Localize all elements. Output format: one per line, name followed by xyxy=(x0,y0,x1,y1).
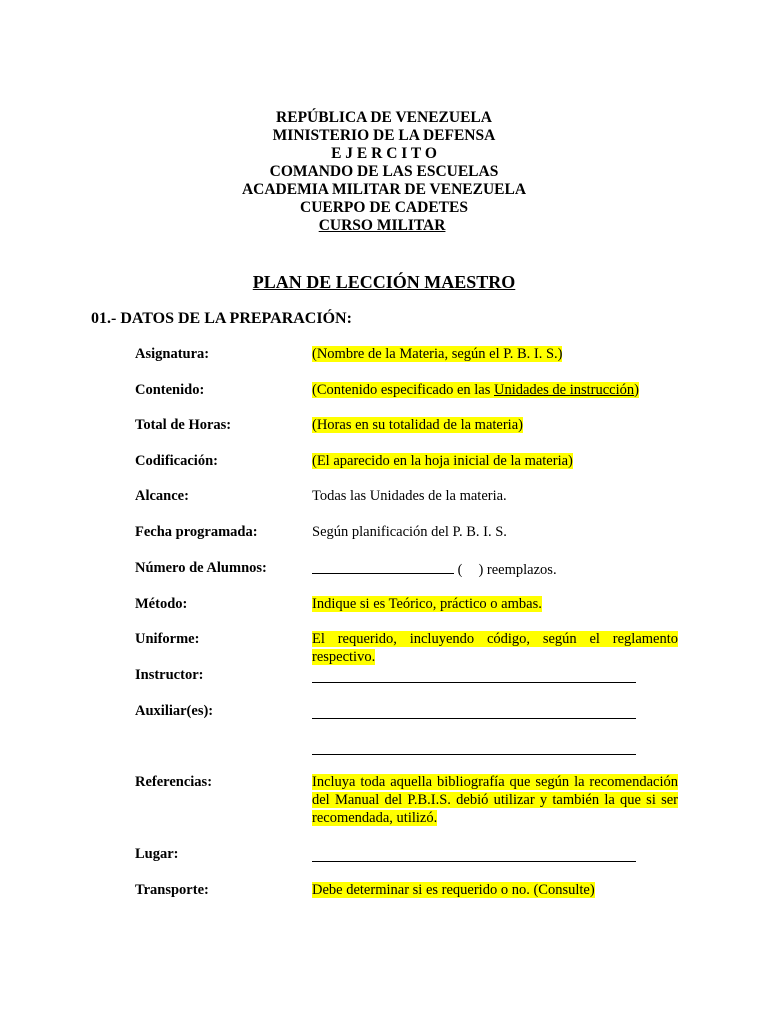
header-line-academia: ACADEMIA MILITAR DE VENEZUELA xyxy=(241,181,527,198)
header-line-ejercito: E J E R C I T O xyxy=(331,145,437,162)
lugar-blank-line[interactable] xyxy=(312,861,636,862)
header-line-comando: COMANDO DE LAS ESCUELAS xyxy=(269,163,499,180)
highlighted-text: (Horas en su totalidad de la materia) xyxy=(312,417,523,433)
highlighted-text: Indique si es Teórico, práctico o ambas. xyxy=(312,596,542,612)
field-label: Lugar: xyxy=(135,846,179,862)
field-value xyxy=(312,630,678,666)
highlighted-text: El requerido, incluyendo código, según el reglamento respectivo. xyxy=(312,631,678,665)
reemplazos-text: ) reemplazos. xyxy=(478,562,557,578)
field-label: Uniforme: xyxy=(135,631,200,647)
field-label: Alcance: xyxy=(135,488,189,504)
field-value xyxy=(312,381,678,399)
highlighted-text xyxy=(312,382,639,398)
header-line-republica: REPÚBLICA DE VENEZUELA xyxy=(276,109,492,126)
highlighted-text: (El aparecido en la hoja inicial de la materia) xyxy=(312,453,573,469)
value-prefix: (Contenido especificado en las xyxy=(312,382,494,398)
field-value: Todas las Unidades de la materia. xyxy=(312,488,507,504)
section-heading: 01.- DATOS DE LA PREPARACIÓN: xyxy=(91,310,352,327)
field-value xyxy=(312,595,678,613)
field-label: Total de Horas: xyxy=(135,417,232,433)
field-label: Transporte: xyxy=(135,882,209,898)
unidades-instruccion-link: Unidades de instrucción xyxy=(494,382,635,398)
field-label: Asignatura: xyxy=(135,346,210,362)
field-value xyxy=(312,559,678,579)
auxiliar-blank-line-2[interactable] xyxy=(312,754,636,755)
highlighted-text: (Nombre de la Materia, según el P. B. I. S.) xyxy=(312,346,563,362)
header-line-cuerpo: CUERPO DE CADETES xyxy=(300,199,468,216)
field-label: Contenido: xyxy=(135,382,205,398)
field-value xyxy=(312,881,678,899)
field-value xyxy=(312,773,678,827)
highlighted-text: Debe determinar si es requerido o no. (Consulte) xyxy=(312,882,595,898)
field-value xyxy=(312,416,678,434)
auxiliar-blank-line-1[interactable] xyxy=(312,718,636,719)
field-label: Codificación: xyxy=(135,453,218,469)
field-label: Método: xyxy=(135,596,188,612)
page-title xyxy=(0,271,768,293)
field-value xyxy=(312,345,678,363)
paren-open: ( xyxy=(457,562,463,578)
alumnos-blank-line[interactable] xyxy=(312,559,454,574)
page-title-text: PLAN DE LECCIÓN MAESTRO xyxy=(252,272,516,292)
header-line-curso xyxy=(0,217,768,235)
field-label: Número de Alumnos: xyxy=(135,560,267,576)
field-value: Según planificación del P. B. I. S. xyxy=(312,524,507,540)
highlighted-text: Incluya toda aquella bibliografía que según la recomendación del Manual del P.B.I.S. debió utilizar y también la que si ser recomendada, utilizó. xyxy=(312,774,678,826)
instructor-blank-line[interactable] xyxy=(312,682,636,683)
header-line-ministerio: MINISTERIO DE LA DEFENSA xyxy=(272,127,496,144)
field-label: Fecha programada: xyxy=(135,524,258,540)
field-value xyxy=(312,452,678,470)
value-suffix: ) xyxy=(634,382,639,398)
curso-militar-text: CURSO MILITAR xyxy=(318,217,446,234)
field-label: Instructor: xyxy=(135,667,204,683)
field-label: Auxiliar(es): xyxy=(135,703,214,719)
field-label: Referencias: xyxy=(135,774,213,790)
institution-header xyxy=(0,109,768,235)
